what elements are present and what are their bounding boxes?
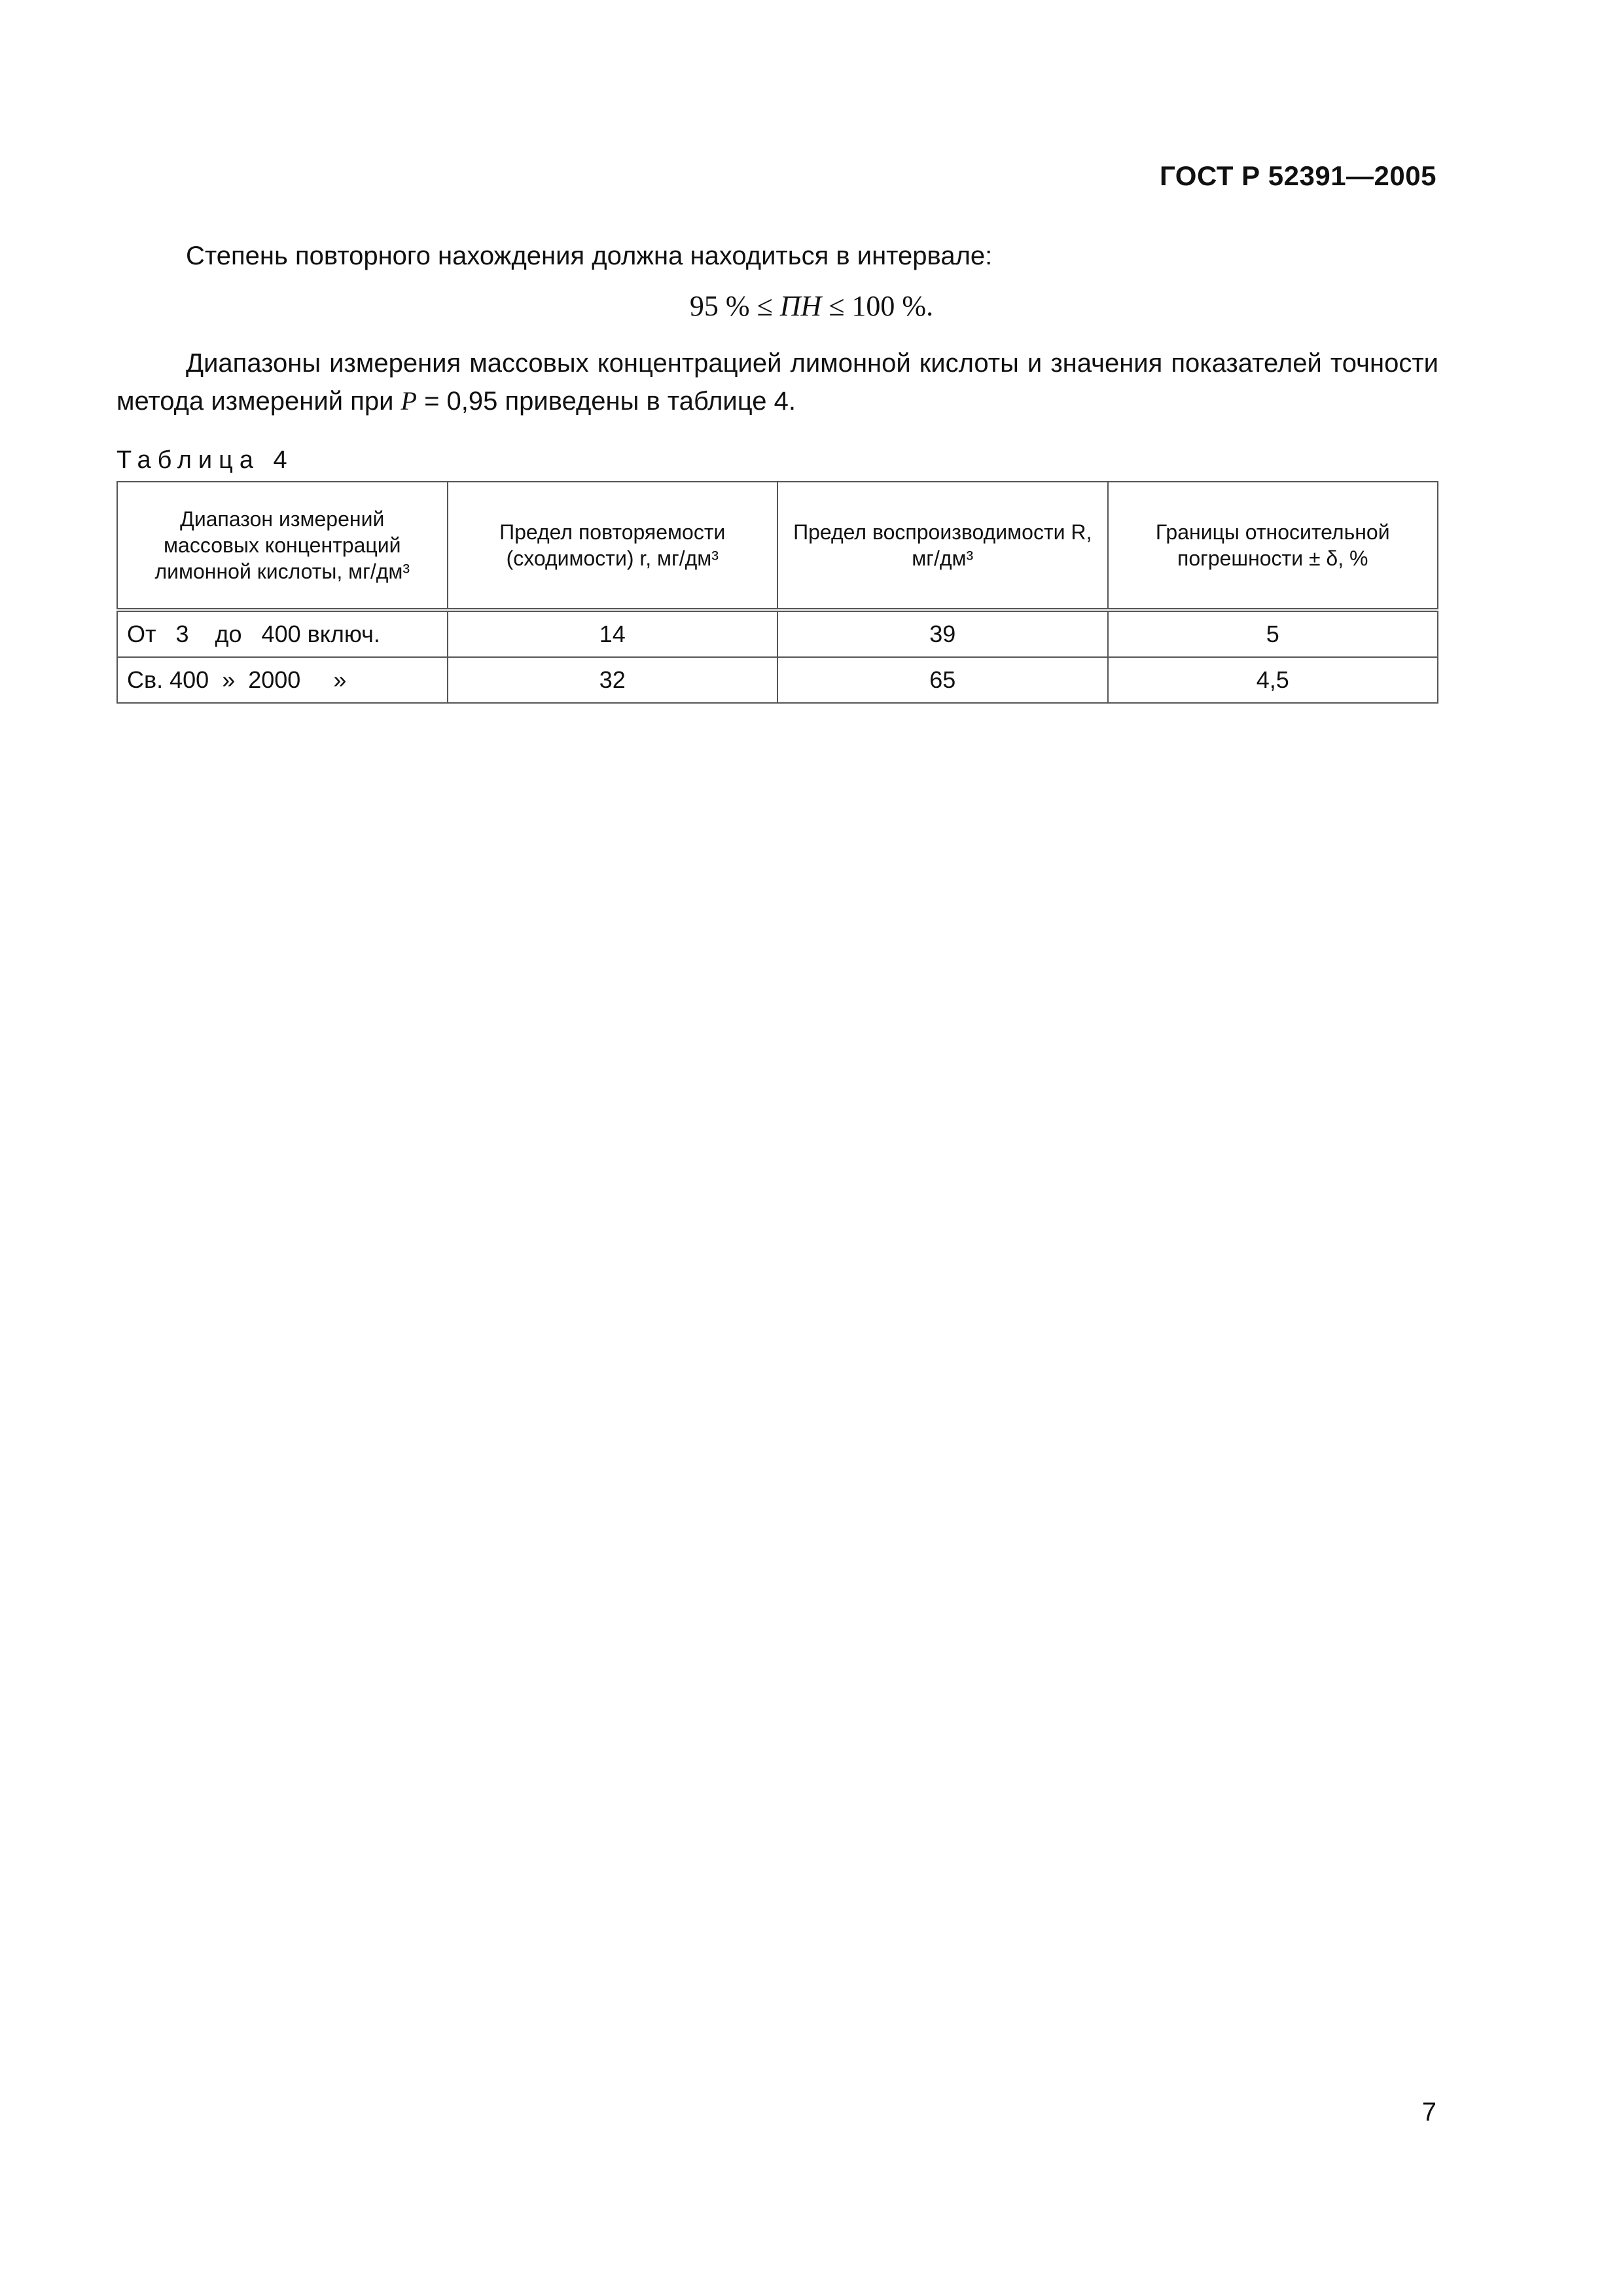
- recovery-formula: [0, 289, 1623, 323]
- cell-relative-error: 4,5: [1108, 657, 1438, 703]
- accuracy-table: [116, 481, 1438, 704]
- table-row: [117, 610, 1438, 657]
- paragraph-ranges-text-end: = 0,95 приведены в таблице 4.: [416, 387, 796, 416]
- paragraph-recovery-interval: Степень повторного нахождения должна находиться в интервале:: [186, 242, 993, 270]
- cell-repeatability: 14: [448, 610, 778, 657]
- formula-left: 95 % ≤: [689, 290, 780, 322]
- header-reproducibility-limit: Предел воспроизводимости R, мг/дм³: [777, 482, 1108, 610]
- table-caption: Таблица 4: [116, 446, 294, 474]
- header-repeatability-limit: Предел повторяемости (сходимости) r, мг/дм³: [448, 482, 778, 610]
- paragraph-ranges: [116, 344, 1438, 420]
- table-row: [117, 657, 1438, 703]
- cell-range: Св. 400 » 2000 »: [117, 657, 448, 703]
- probability-variable: P: [401, 386, 417, 416]
- formula-right: ≤ 100 %.: [821, 290, 934, 322]
- page-number: 7: [1421, 2098, 1436, 2126]
- header-relative-error: Границы относительной погрешности ± δ, %: [1108, 482, 1438, 610]
- table-header-row: [117, 482, 1438, 610]
- header-measurement-range: Диапазон измерений массовых концентраций лимонной кислоты, мг/дм³: [117, 482, 448, 610]
- cell-range: От 3 до 400 включ.: [117, 610, 448, 657]
- cell-reproducibility: 65: [777, 657, 1108, 703]
- cell-repeatability: 32: [448, 657, 778, 703]
- paragraph-ranges-text-start: Диапазоны измерения массовых концентрацией лимонной кислоты и значения показателей точности метода измерений при: [116, 349, 1438, 416]
- cell-relative-error: 5: [1108, 610, 1438, 657]
- cell-reproducibility: 39: [777, 610, 1108, 657]
- document-code: ГОСТ Р 52391—2005: [1160, 160, 1436, 191]
- formula-variable: ПН: [779, 290, 822, 322]
